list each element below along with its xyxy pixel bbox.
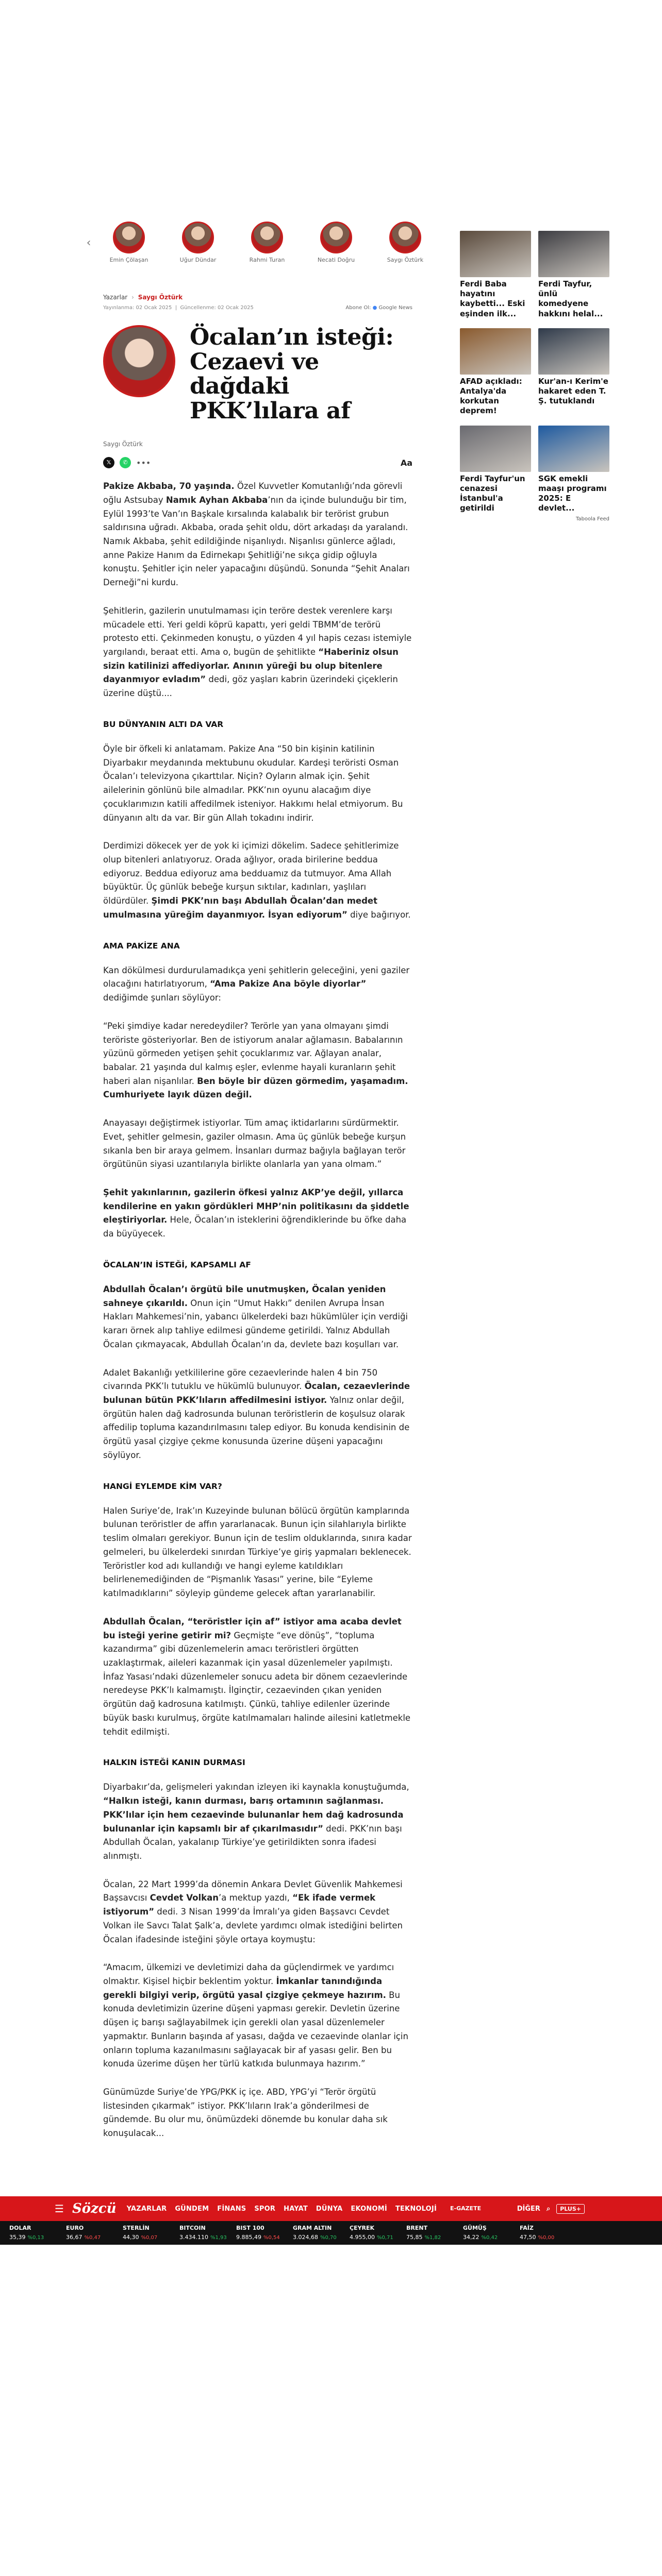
ticker-item[interactable] [179, 2225, 236, 2241]
news-card[interactable] [460, 231, 531, 319]
bold-text: Şehit yakınlarının, gazilerin öfkesi yalnız AKP’ye değil, yıllarca kendilerine en yakın gördükleri MHP’nin politikasını da şiddetle eleştiriyorlar. [103, 1188, 409, 1225]
authors-carousel [82, 222, 443, 278]
ticker-name: BIST 100 [236, 2225, 264, 2231]
taboola-label: Taboola Feed [575, 516, 609, 522]
news-title: AFAD açıkladı: Antalya'da korkutan deprem! [460, 376, 522, 416]
bold-text: İmkanlar tanındığında gerekli bilgiyi verip, örgütü yasal çizgiye çekmeye hazırım. [103, 1976, 386, 2000]
google-news-icon: ● [372, 305, 377, 311]
article-paragraph [103, 1504, 412, 1601]
article-paragraph [103, 1878, 412, 1947]
ticker-change: %0,00 [538, 2235, 555, 2241]
news-image [460, 328, 531, 375]
news-card[interactable] [538, 231, 609, 319]
article-paragraph [103, 742, 412, 825]
text: “Peki şimdiye kadar neredeydiler? Terörle yan yana olmayanı şimdi teröriste gösteriyorlar. Ben de istiyorum analar ağlamasın. Babalarının yüzünü görmeden yetişen şehit çocuklarımız var. Ağlayan analar, babalar. 21 yaşında dul kalmış eşler, evlenme hayali kuranların şehit haberi alan nişanlılar. [103, 1021, 403, 1086]
text: Geçmişte “eve dönüş”, “topluma kazandırma” gibi düzenlemelerin amacı teröristleri örgütten uzaklaştırmak, aileleri kazanmak için yasal düzenlemeler yapılmıştı. İnfaz Yasası’ndaki düzenlemeler sonucu adeta bir dönem cezaevlerinde neredeyse PKK’lı kalmamıştı. İlginçtir, cezaevinden çıkan yeniden örgütün dağ kadrosuna katılmıştı. Çünkü, tahliye edilenler üzerinde büyük baskı kurulmuş, örgüte katılmamaları halinde ailesini katletmekle tehdit edilmişti. [103, 1630, 411, 1737]
ticker-value: 34,22 [463, 2234, 479, 2241]
ticker-row [123, 2231, 179, 2241]
author-avatar [389, 222, 421, 253]
ticker-change: %0,07 [141, 2235, 158, 2241]
text: ’nın da içinde bulunduğu bir tim, Eylül 1993’te Van’ın Başkale kırsalında kalabalık bir terörist grubun saldırısına uğradı. Akbaba, orada şehit oldu, dört arkadaşı da yaralandı. Namık Akbaba, şehit edildiğinde nişanlıydı. Nişanlısı günlerce ağladı, anne Pakize Hanım da Edirnekapı Şehitliği’ne sıkça gidip oğluyla konuştu. Şehitler için neler yapacağını düşündü. Sonunda “Şehit Anaları Derneği”ni kurdu. [103, 495, 410, 588]
ticker-change: %0,71 [376, 2235, 393, 2241]
author-list [106, 222, 428, 263]
article-body [103, 480, 412, 2141]
article-paragraph [103, 964, 412, 1005]
text: ’a mektup yazdı, [219, 1893, 293, 1903]
author-name: Uğur Dündar [179, 257, 217, 263]
ticker-change: %0,54 [263, 2235, 280, 2241]
text: dedi. 3 Nisan 1999’da İmralı’ya giden Başsavcı Cevdet Volkan ile Savcı Talat Şalk’a, devlete yardımcı olmak istediğini belirten Öcalan ifadesinde isteğini şöyle ortaya koymuştu: [103, 1907, 403, 1944]
ticker-change: %0,13 [27, 2235, 44, 2241]
ticker-row [66, 2231, 123, 2241]
nav-item[interactable]: TEKNOLOJİ [395, 2205, 437, 2213]
more-share-icon[interactable]: ••• [136, 457, 151, 468]
nav-menu [127, 2205, 437, 2213]
breadcrumb-separator: › [131, 294, 134, 301]
news-image [538, 328, 609, 375]
nav-item[interactable]: HAYAT [284, 2205, 308, 2213]
more-menu[interactable]: DİĞER [517, 2205, 540, 2213]
text: Kan dökülmesi durdurulamadıkça yeni şehitlerin geleceğini, yeni gaziler olacağını hatırlatıyorum, [103, 965, 410, 989]
bold-text: Ben böyle bir düzen görmedim, yaşamadım. Cumhuriyete layık düzen değil. [103, 1076, 408, 1100]
ticker-row [520, 2231, 576, 2241]
ticker-change: %0,70 [320, 2235, 337, 2241]
news-title: Kur'an-ı Kerim'e hakaret eden T. Ş. tutuklandı [538, 376, 608, 406]
ticker-value: 47,50 [520, 2234, 536, 2241]
text: Özel Kuvvetler Komutanlığı’nda görevli oğlu Astsubay [103, 481, 403, 505]
nav-item[interactable]: GÜNDEM [175, 2205, 209, 2213]
bold-text: “Halkın isteği, kanın durması, barış ortamının sağlanması. PKK’lılar için hem cezaevinde bulunanlar hem dağ kadrosunda bulunanlar için kapsamlı bir af çıkarılmasıdır” [103, 1796, 404, 1834]
article-paragraph [103, 1615, 412, 1739]
author-name: Rahmi Turan [249, 257, 285, 263]
ticker-row [236, 2231, 293, 2241]
author-name: Necati Doğru [317, 257, 355, 263]
author-item[interactable] [382, 222, 428, 263]
text: diye bağırıyor. [347, 909, 411, 920]
ticker-name: GÜMÜŞ [463, 2225, 487, 2231]
author-avatar [113, 222, 145, 253]
news-card[interactable] [460, 328, 531, 416]
ticker-change: %0,47 [84, 2235, 101, 2241]
ticker-row [293, 2231, 350, 2241]
ticker-value: 9.885,49 [236, 2234, 261, 2241]
breadcrumb-section[interactable]: Yazarlar [103, 294, 128, 301]
article-paragraph [103, 839, 412, 922]
x-share-icon[interactable]: 𝕏 [103, 457, 114, 468]
nav-item[interactable]: SPOR [254, 2205, 276, 2213]
ticker-item[interactable] [293, 2225, 350, 2241]
news-image [538, 426, 609, 472]
article-paragraph [103, 1781, 412, 1863]
news-title: Ferdi Tayfur, ünlü komedyene hakkını helal... [538, 279, 603, 318]
chevron-left-icon[interactable]: ‹ [86, 236, 91, 249]
nav-item[interactable]: DÜNYA [316, 2205, 343, 2213]
text: Anayasayı değiştirmek istiyorlar. Tüm amaç iktidarlarını sürdürmektir. Evet, şehitler gelmesin, gaziler olmasın. Ama üç günlük bebeğe kurşun sıkanla ben bir araya gelmem. İnsanları durmaz bağıyla bağlayan terör örgütünün siyasi uzantılarıyla birlikte olanlarla yan yana olmam.” [103, 1118, 406, 1170]
ticker-row [406, 2231, 463, 2241]
follow-label: Abone Ol: [345, 305, 371, 311]
ticker-item[interactable] [406, 2225, 463, 2241]
section-heading: HANGİ EYLEMDE KİM VAR? [103, 1481, 222, 1491]
market-ticker [0, 2221, 662, 2245]
author-item[interactable] [106, 222, 152, 263]
author-avatar [320, 222, 352, 253]
news-image [538, 231, 609, 277]
ticker-value: 3.024,68 [293, 2234, 318, 2241]
ticker-item[interactable] [236, 2225, 293, 2241]
article-paragraph [103, 1186, 412, 1241]
article-paragraph [103, 1283, 412, 1352]
bold-text: Öcalan, cezaevlerinde bulunan bütün PKK’lıların affedilmesini istiyor. [103, 1381, 410, 1405]
bold-text: “Haberiniz olsun sizin katilinizi affediyorlar. Anının yüreği bu olup bitenlere dayanmıyor evladım” [103, 647, 399, 685]
section-heading: ÖCALAN’IN İSTEĞİ, KAPSAMLI AF [103, 1260, 251, 1269]
text: Yalnız onlar değil, örgütün halen dağ kadrosunda bulunan teröristlerin de koşulsuz olarak affedilip topluma kazandırılmasını talep ediyor. Bu konuda kendisinin de örgütü yasal çizgiye çekme konusunda üzerine düşeni yapacağını söylüyor. [103, 1395, 410, 1460]
ticker-name: EURO [66, 2225, 84, 2231]
author-avatar [182, 222, 214, 253]
text: dediğimde şunları söylüyor: [103, 993, 221, 1003]
nav-item[interactable]: EKONOMİ [351, 2205, 387, 2213]
news-grid [460, 231, 609, 513]
text: Derdimizi dökecek yer de yok ki içimizi dökelim. Sadece şehitlerimize olup bitenleri anlatıyoruz. Orada ağlıyor, orada birilerine beddua ediyoruz. Beddua ediyoruz ama bedduamız da tutmuyor. Ama Allah büyüktür. Üç günlük bebeğe kurşun sıktılar, kadınları, yaşlıları öldürdüler. [103, 841, 399, 906]
article-title: Öcalan’ın isteği: Cezaevi ve dağdaki PKK’lılara af [190, 324, 394, 424]
text: Günümüzde Suriye’de YPG/PKK iç içe. ABD, YPG’yi “Terör örgütü listesinden çıkarmak” istiyor. PKK’lıların Irak’a gönderilmesi de gündemde. Bu olur mu, önümüzdeki dönemde bu konular daha sık konuşulacak... [103, 2087, 388, 2139]
text: Diyarbakır’da, gelişmeleri yakından izleyen iki kaynakla konuştuğumda, [103, 1782, 409, 1792]
article-dates: Yayınlanma: 02 Ocak 2025 | Güncellenme: 02 Ocak 2025 Abone Ol: ● Google News [103, 305, 412, 311]
text: dedi. PKK’nın başı Abdullah Öcalan, yakalanıp Türkiye’ye getirildikten sonra ifadesi alınmıştı. [103, 1823, 402, 1861]
text: Şehitlerin, gazilerin unutulmaması için teröre destek verenlere karşı mücadele etti. Yeri geldi köprü kapattı, yeri geldi TBMM’de terörü protesto etti. Çekinmeden konuştu, o yüzden 4 yıl hapis cezası istemiyle yargılandı, beraat etti. Ama o, bugün de şehitlikte [103, 605, 412, 657]
ticker-name: ÇEYREK [350, 2225, 375, 2231]
news-title: Ferdi Baba hayatını kaybetti... Eski eşinden ilk... [460, 279, 525, 318]
nav-item[interactable]: FİNANS [217, 2205, 246, 2213]
article-paragraph [103, 1020, 412, 1102]
ticker-name: GRAM ALTIN [293, 2225, 332, 2231]
nav-right [517, 2204, 585, 2214]
ticker-name: STERLİN [123, 2225, 150, 2231]
font-size-toggle[interactable]: Aa [400, 457, 412, 468]
menu-icon[interactable]: ☰ [55, 2202, 64, 2215]
news-image [460, 426, 531, 472]
ticker-name: DOLAR [9, 2225, 31, 2231]
article-paragraph [103, 1961, 412, 2071]
ticker-value: 3.434.110 [179, 2234, 208, 2241]
whatsapp-share-icon[interactable]: ✆ [120, 457, 131, 468]
nav-item[interactable]: YAZARLAR [126, 2205, 167, 2213]
article-paragraph [103, 604, 412, 701]
news-title: SGK emekli maaşı programı 2025: E devlet... [538, 473, 607, 513]
article-paragraph [103, 480, 412, 590]
article [103, 294, 412, 2155]
ticker-row [463, 2231, 520, 2241]
bold-text: Namık Ayhan Akbaba [166, 495, 268, 505]
breadcrumb-author[interactable]: Saygı Öztürk [138, 294, 183, 301]
bold-text: “Ek ifade vermek istiyorum” [103, 1893, 376, 1917]
text: Adalet Bakanlığı yetkililerine göre cezaevlerinde halen 4 bin 750 civarında PKK’lı tutuklu ve hükümlü bulunuyor. [103, 1367, 378, 1392]
site-logo[interactable]: Sözcü [72, 2201, 117, 2216]
updated-date: Güncellenme: 02 Ocak 2025 [180, 305, 254, 311]
text: Hele, Öcalan’ın isteklerini öğrendiklerinde bu öfke daha da büyüyecek. [103, 1215, 407, 1239]
sticky-navbar [0, 2196, 662, 2221]
ticker-name: BITCOIN [179, 2225, 206, 2231]
ticker-value: 4.955,00 [350, 2234, 375, 2241]
bold-text: Abdullah Öcalan’ı örgütü bile unutmuşken, Öcalan yeniden sahneye çıkarıldı. [103, 1284, 386, 1308]
text: Onun için “Umut Hakkı” denilen Avrupa İnsan Hakları Mahkemesi’nin, yabancı ülkelerdeki bazı hükümlüler için verdiği kararı örnek alıp tahliye edilmesi gündeme getirildi. Yalnız Abdullah Öcalan çıkmayacak, Abdullah Öcalan’ın da, devlete bazı koşulları var. [103, 1298, 408, 1349]
bold-text: Şimdi PKK’nın başı Abdullah Öcalan’dan medet umulmasına yüreğim dayanmıyor. İsyan ediyorum” [103, 896, 377, 920]
text: Öcalan, 22 Mart 1999’da dönemin Ankara Devlet Güvenlik Mahkemesi Başsavcısı [103, 1879, 403, 1903]
news-image [460, 231, 531, 277]
article-paragraph [103, 1366, 412, 1463]
published-date: Yayınlanma: 02 Ocak 2025 [103, 305, 172, 311]
section-heading: HALKIN İSTEĞİ KANIN DURMASI [103, 1758, 245, 1768]
news-card[interactable] [538, 426, 609, 514]
ticker-item[interactable] [9, 2225, 66, 2241]
author-name: Emin Çölaşan [109, 257, 148, 263]
ticker-row [179, 2231, 236, 2241]
author-item[interactable] [175, 222, 221, 263]
author-photo [103, 325, 175, 397]
section-heading: AMA PAKİZE ANA [103, 941, 180, 951]
ticker-row [350, 2231, 406, 2241]
ticker-row [9, 2231, 66, 2241]
plus-button[interactable]: PLUS+ [556, 2204, 585, 2214]
ticker-value: 75,85 [406, 2234, 423, 2241]
google-news-follow[interactable] [345, 305, 412, 311]
text: dedi, göz yaşları kabrin üzerindeki çiçeklerin üzerine düştü.... [103, 674, 398, 699]
author-item[interactable] [313, 222, 359, 263]
ticker-change: %0,42 [481, 2235, 498, 2241]
byline[interactable]: Saygı Öztürk [103, 440, 143, 448]
text: “Amacım, ülkemizi ve devletimizi daha da güçlendirmek ve yardımcı olmaktır. Kişisel hiçbir beklentim yoktur. [103, 1962, 394, 1986]
ticker-item[interactable] [520, 2225, 576, 2241]
sidebar [460, 231, 609, 522]
news-title: Ferdi Tayfur'un cenazesi İstanbul'a getirildi [460, 473, 525, 513]
bold-text: “Ama Pakize Ana böyle diyorlar” [210, 979, 367, 989]
author-name: Saygı Öztürk [387, 257, 424, 263]
ticker-value: 36,67 [66, 2234, 82, 2241]
ticker-name: FAİZ [520, 2225, 534, 2231]
ticker-item[interactable] [123, 2225, 179, 2241]
author-avatar [251, 222, 283, 253]
news-card[interactable] [460, 426, 531, 514]
ticker-change: %1,82 [424, 2235, 441, 2241]
ticker-change: %1,93 [210, 2235, 227, 2241]
e-gazete-link[interactable]: E-GAZETE [450, 2205, 482, 2212]
ticker-value: 44,30 [123, 2234, 139, 2241]
ticker-name: BRENT [406, 2225, 428, 2231]
article-hero [103, 325, 412, 423]
breadcrumb [103, 294, 412, 301]
bold-text: Cevdet Volkan [150, 1893, 219, 1903]
article-paragraph [103, 2086, 412, 2141]
bold-text: Abdullah Öcalan, “teröristler için af” istiyor ama acaba devlet bu isteği yerine getirir mi? [103, 1616, 402, 1640]
google-news-label: Google News [378, 305, 412, 311]
ticker-item[interactable] [350, 2225, 406, 2241]
author-item[interactable] [244, 222, 290, 263]
ticker-item[interactable] [66, 2225, 123, 2241]
search-icon[interactable]: ⌕ [546, 2205, 551, 2213]
ticker-item[interactable] [463, 2225, 520, 2241]
text: Halen Suriye’de, Irak’ın Kuzeyinde bulunan bölücü örgütün kamplarında bulunan teröristler de affın yararlanacak. Bunun için silahlarıyla birlikte teslim olmaları gerekiyor. Bunun için de teslim olduklarında, sınıra kadar gelmeleri, bu ülkelerdeki sınırdan Türkiye’ye giriş yapmaları beklenecek. Teröristler kod adı kullandığı ve hangi eyleme katıldıkları belirlenemediğinden de “Pişmanlık Yasası” yerine, bile “Eyleme katılmadıklarını” söyleyip gündeme gelecek aftan yararlanabilir. [103, 1505, 412, 1599]
text: Bu konuda devletimizin üzerine düşeni yapması gerekir. Devletin üzerine düşen iç barışı sağlayabilmek için gerekli olan yasal düzenlemeler yapmaktır. Bunların başında af yasası, dağda ve cezaevinde olanlar için onların topluma kazanılmasını sağlayacak bir af yasası gelir. Ben bu konuda üzerime düşen her türlü katkıda bulunmaya hazırım.” [103, 1990, 408, 2069]
text: Öyle bir öfkeli ki anlatamam. Pakize Ana “50 bin kişinin katilinin Diyarbakır meydanında mektubunu okudular. Kardeşi teröristi Osman Öcalan’ı televizyona çıkarttılar. Niçin? Oyların almak için. Şehit ailelerinin gönlünü bile almadılar. PKK’nın oyunu alacağım diye çocuklarımızın katili affedilmek isteniyor. Hakkımı helal etmiyorum. Bu dünyanın altı da var. Bir gün Allah tokadını indirir. [103, 743, 403, 823]
news-card[interactable] [538, 328, 609, 416]
bold-text: Pakize Akbaba, 70 yaşında. [103, 481, 235, 492]
section-heading: BU DÜNYANIN ALTI DA VAR [103, 719, 224, 729]
share-bar [103, 457, 412, 468]
article-paragraph [103, 1116, 412, 1172]
ticker-value: 35,39 [9, 2234, 26, 2241]
